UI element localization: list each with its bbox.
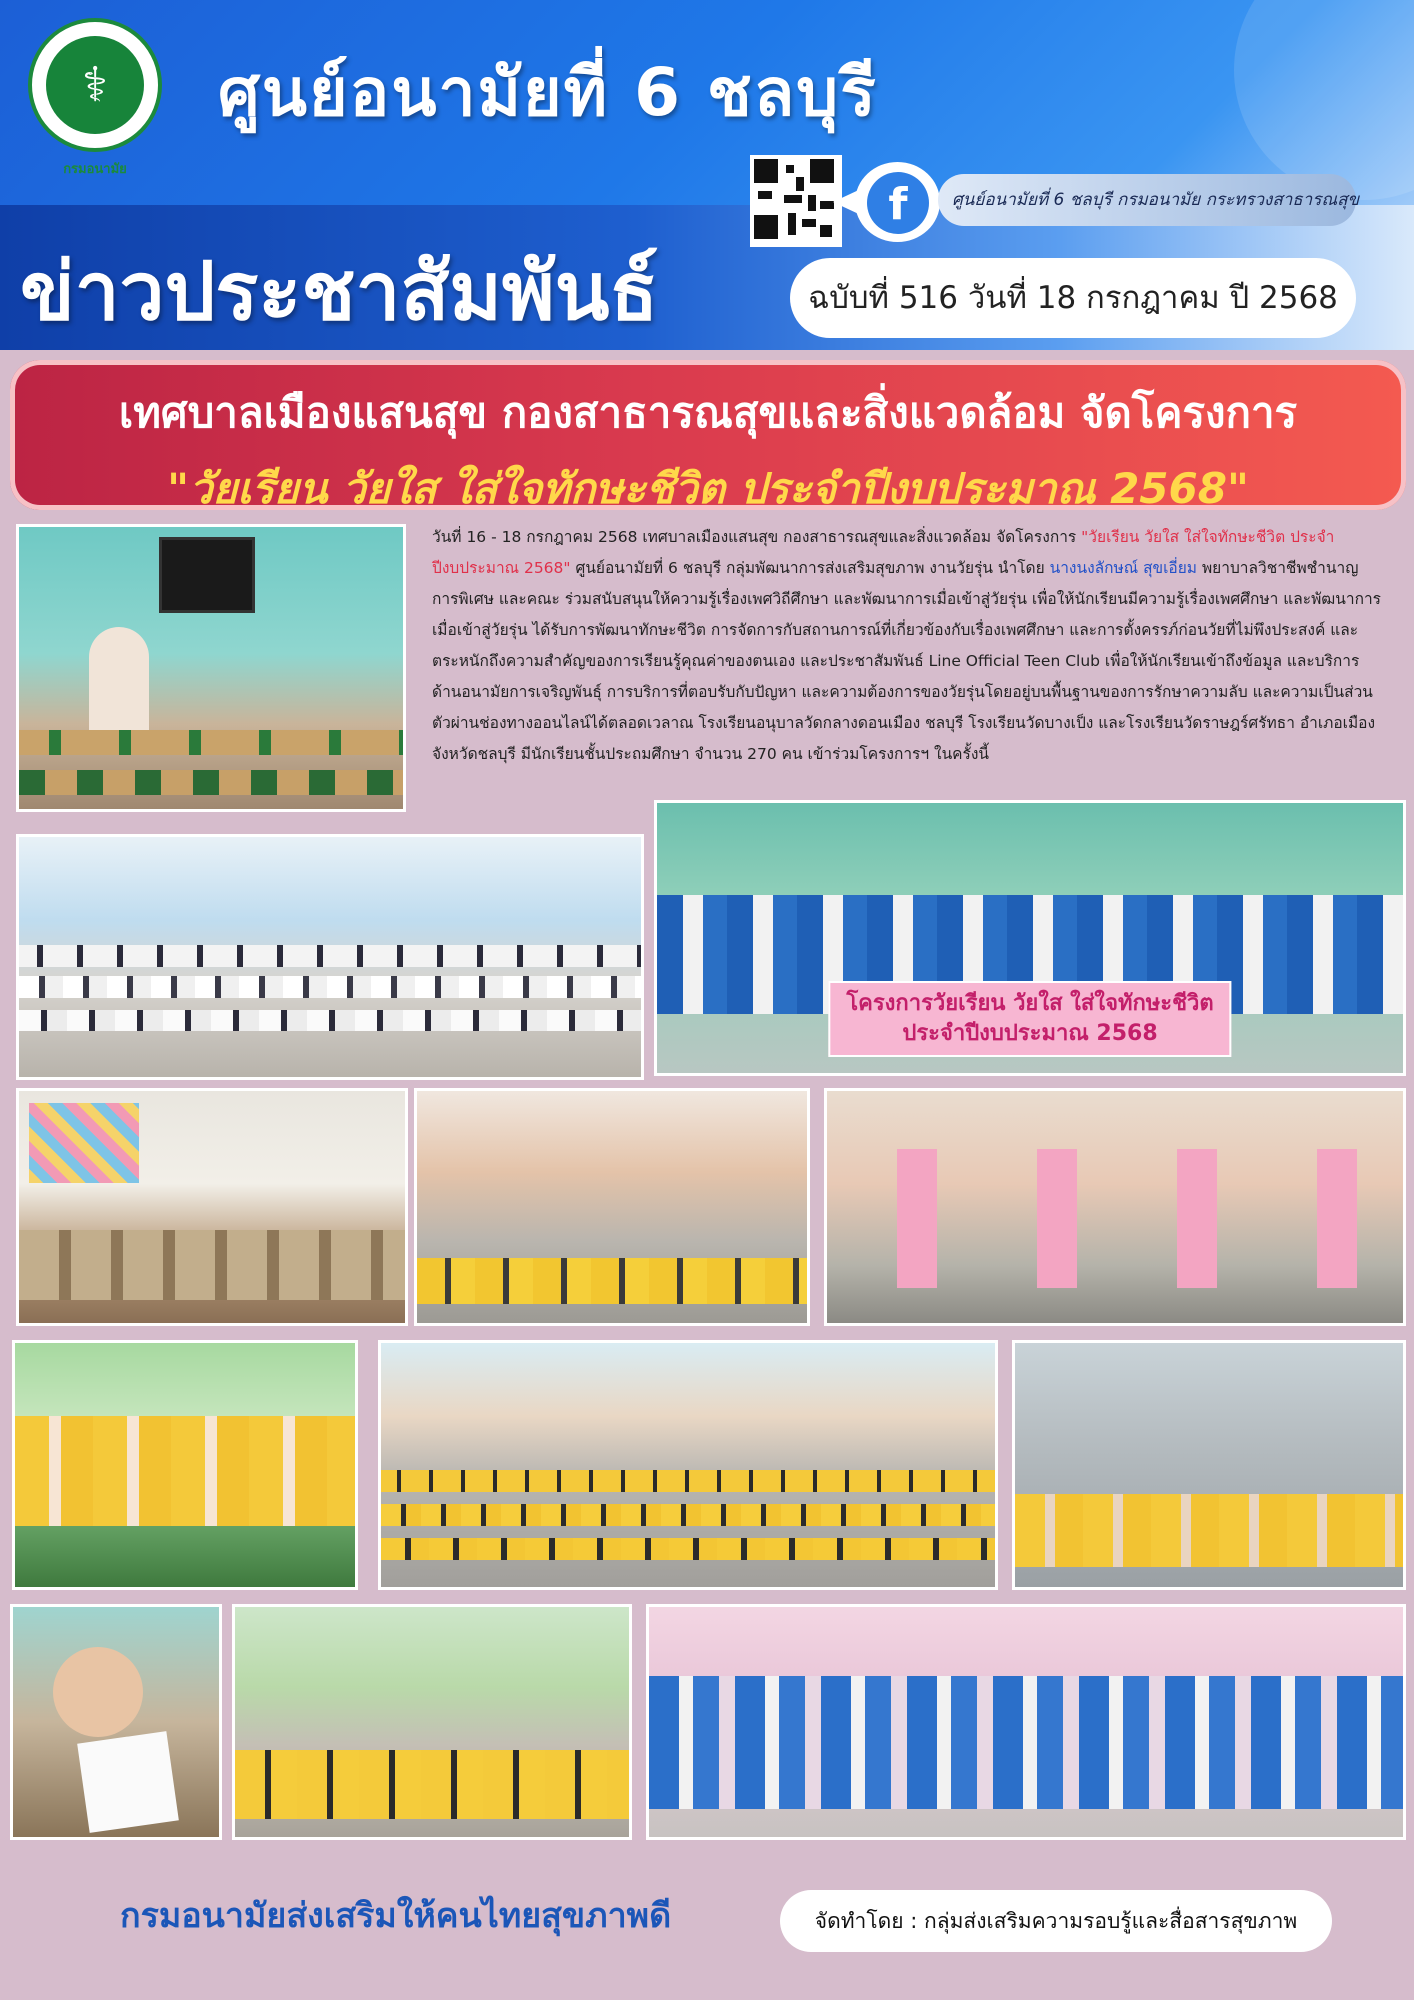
- article-project-name: "วัยเรียน วัยใส ใส่ใจทักษะชีวิต ประจำปีงบประมาณ 2568": [432, 528, 1335, 577]
- photo-team: [646, 1604, 1406, 1840]
- photo-classroom-model: [16, 1088, 408, 1326]
- headline-box: [10, 360, 1406, 513]
- facebook-icon[interactable]: f: [867, 172, 929, 234]
- footer-credit: จัดทำโดย : กลุ่มส่งเสริมความรอบรู้และสื่อสารสุขภาพ: [780, 1890, 1332, 1952]
- headline-line-2: "วัยเรียน วัยใส ใส่ใจทักษะชีวิต ประจำปีงบประมาณ 2568": [167, 464, 1249, 513]
- issue-info: ฉบับที่ 516 วันที่ 18 กรกฎาคม ปี 2568: [790, 258, 1356, 338]
- facebook-page-name[interactable]: ศูนย์อนามัยที่ 6 ชลบุรี กรมอนามัย กระทรวงสาธารณสุข: [938, 174, 1356, 226]
- photo-student-portrait: [10, 1604, 222, 1840]
- article-intro: วันที่ 16 - 18 กรกฎาคม 2568 เทศบาลเมืองแสนสุข กองสาธารณสุขและสิ่งแวดล้อม จัดโครงการ: [432, 528, 1082, 546]
- article-body: [432, 522, 1384, 770]
- banner-text: [828, 981, 1231, 1057]
- qr-code[interactable]: [750, 155, 842, 247]
- section-title: ข่าวประชาสัมพันธ์: [20, 245, 659, 338]
- caduceus-icon: ⚕: [46, 36, 144, 134]
- banner-line-2: ประจำปีงบประมาณ 2568: [902, 1020, 1158, 1046]
- banner-line-1: โครงการวัยเรียน วัยใส ใส่ใจทักษะชีวิต: [846, 990, 1214, 1016]
- photo-speakers: [824, 1088, 1406, 1326]
- photo-group-work: [232, 1604, 632, 1840]
- photo-hands-on-activity: [12, 1340, 358, 1590]
- photo-presenters-yard: [414, 1088, 810, 1326]
- photo-project-banner: [654, 800, 1406, 1076]
- logo-caption: กรมอนามัย: [63, 162, 127, 177]
- photo-student-group: [16, 834, 644, 1080]
- article-text: พยาบาลวิชาชีพชำนาญการพิเศษ และคณะ ร่วมสนับสนุนให้ความรู้เรื่องเพศวิถีศึกษา และพัฒนาการเมื่อเข้าสู่วัยรุ่น เพื่อให้นักเรียนมีความรู้เรื่องเพศศึกษา และพัฒนาการเมื่อเข้าสู่วัยรุ่น ได้รับการพัฒนาทักษะชีวิต การจัดการกับสถานการณ์ที่เกี่ยวข้องกับเรื่องเพศศึกษา และการตั้งครรภ์ก่อนวัยที่ไม่พึงประสงค์ และตระหนักถึงความสำคัญของการเรียนรู้คุณค่าของตนเอง และประชาสัมพันธ์ Line Official Teen Club เพื่อให้นักเรียนเข้าถึงข้อมูล และบริการด้านอนามัยการเจริญพันธุ์ การบริการที่ตอบรับกับปัญหา และความต้องการของวัยรุ่นโดยอยู่บนพื้นฐานของการรักษาความลับ และความเป็นส่วนตัวผ่านช่องทางออนไลน์ได้ตลอดเวลาณ โรงเรียนอนุบาลวัดกลางดอนเมือง ชลบุรี โรงเรียนวัดบางเป็ง และโรงเรียนวัดราษฎร์ศรัทธา อำเภอเมือง จังหวัดชลบุรี มีนักเรียนชั้นประถมศึกษา จำนวน 270 คน เข้าร่วมโครงการฯ ในครั้งนี้: [432, 559, 1381, 763]
- photo-classroom-talk: [16, 524, 406, 812]
- article-middle: ศูนย์อนามัยที่ 6 ชลบุรี กลุ่มพัฒนาการส่งเสริมสุขภาพ งานวัยรุ่น นำโดย: [570, 559, 1050, 577]
- header-decoration: [1234, 0, 1414, 200]
- photo-seated-rows: [378, 1340, 998, 1590]
- center-name: ศูนย์อนามัยที่ 6 ชลบุรี: [218, 54, 878, 131]
- headline-line-1: เทศบาลเมืองแสนสุข กองสาธารณสุขและสิ่งแวดล้อม จัดโครงการ: [118, 388, 1298, 437]
- photo-outdoor-booth: [1012, 1340, 1406, 1590]
- article-leader: นางนงลักษณ์ สุขเอี่ยม: [1049, 559, 1198, 577]
- ministry-logo: [28, 18, 162, 152]
- footer-slogan: กรมอนามัยส่งเสริมให้คนไทยสุขภาพดี: [120, 1896, 672, 1936]
